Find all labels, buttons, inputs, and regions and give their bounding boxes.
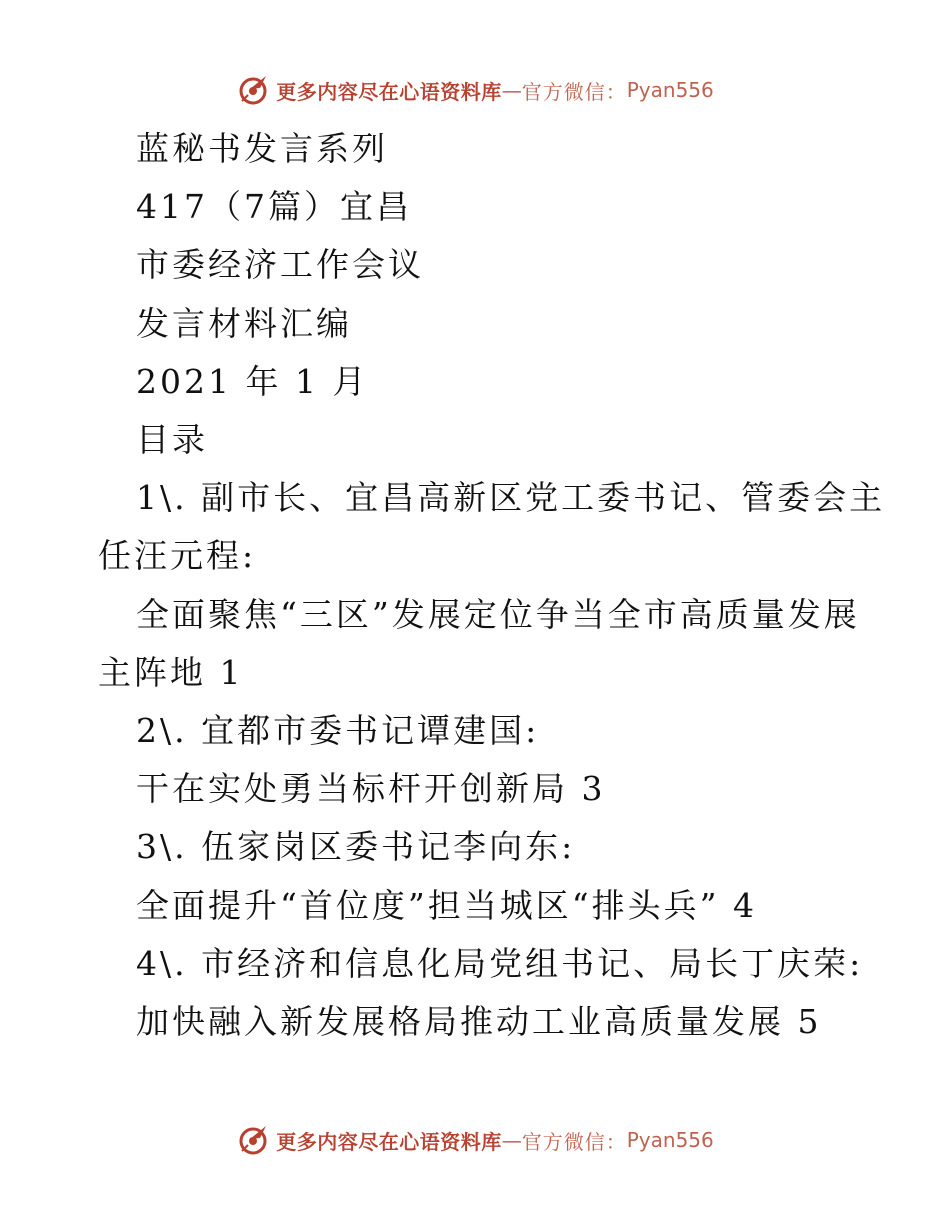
- quill-logo-icon: [236, 1123, 270, 1157]
- series-title: 蓝秘书发言系列: [136, 129, 388, 168]
- toc-item-4-title: 加快融入新发展格局推动工业高质量发展 5: [136, 1002, 822, 1042]
- watermark-text: 更多内容尽在心语资料库: [276, 79, 502, 104]
- date-line: 2021 年 1 月: [136, 361, 369, 401]
- document-body: [98, 120, 886, 1051]
- watermark-wechat-label: 官方微信：: [521, 79, 627, 104]
- toc-item-3-speaker: 3\. 伍家岗区委书记李向东:: [136, 827, 576, 867]
- watermark-dash: —: [501, 1128, 522, 1152]
- toc-item-3-title: 全面提升“首位度”担当城区“排头兵” 4: [136, 885, 757, 925]
- watermark-header: [0, 70, 950, 110]
- toc-item-1-title-cont: 主阵地 1: [98, 652, 244, 692]
- watermark-wechat-id: Pyan556: [626, 1128, 714, 1152]
- watermark-text: 更多内容尽在心语资料库: [276, 1129, 502, 1154]
- toc-item-1-title: 全面聚焦“三区”发展定位争当全市高质量发展: [136, 594, 860, 634]
- quill-logo-icon: [236, 73, 270, 107]
- watermark-wechat-id: Pyan556: [626, 78, 714, 102]
- watermark-wechat-label: 官方微信：: [521, 1129, 627, 1154]
- issue-line: 417（7篇）宜昌: [136, 187, 412, 227]
- toc-item-2-title: 干在实处勇当标杆开创新局 3: [136, 769, 606, 809]
- compilation-title: 发言材料汇编: [136, 303, 352, 343]
- watermark-footer: [0, 1120, 950, 1160]
- toc-heading: 目录: [136, 420, 208, 460]
- toc-item-1-speaker: 1\. 副市长、宜昌高新区党工委书记、管委会主: [136, 478, 886, 518]
- toc-item-4-speaker: 4\. 市经济和信息化局党组书记、局长丁庆荣:: [136, 943, 864, 983]
- toc-item-1-speaker-cont: 任汪元程:: [98, 536, 257, 576]
- meeting-title: 市委经济工作会议: [136, 245, 424, 285]
- watermark-dash: —: [501, 78, 522, 102]
- toc-item-2-speaker: 2\. 宜都市委书记谭建国:: [136, 711, 540, 751]
